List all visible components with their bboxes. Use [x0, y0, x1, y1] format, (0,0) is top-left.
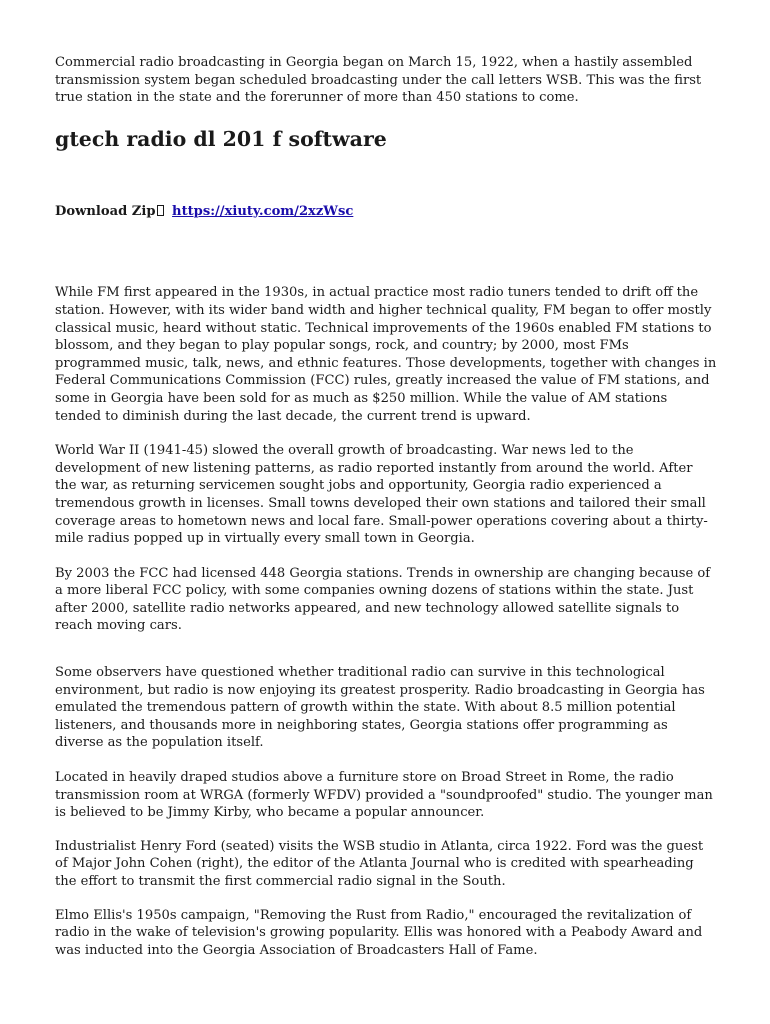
- page-title: gtech radio dl 201 f software: [55, 126, 387, 151]
- download-label: Download Zip: [55, 203, 156, 219]
- body-paragraph-ford: Industrialist Henry Ford (seated) visits the WSB studio in Atlanta, circa 1922. Ford was the guest of Major John Cohen (right), the editor of the Atlanta Journal who is credited with spearheading the effort to transmit the first commercial radio signal in the South.: [55, 838, 704, 889]
- body-paragraph-observers: Some observers have questioned whether traditional radio can survive in this technological environment, but radio is now enjoying its greatest prosperity. Radio broadcasting in Georgia has emulated the tremendous pattern of growth within the state. With about 8.5 million potential listeners, and thousands more in neighboring states, Georgia stations offer programming as diverse as the population itself.: [55, 665, 705, 751]
- download-line: [55, 203, 717, 221]
- body-paragraph-fm: While FM first appeared in the 1930s, in actual practice most radio tuners tended to drift off the station. However, with its wider band width and higher technical quality, FM began to offer mostly classical music, heard without static. Technical improvements of the 1960s enabled FM stations to blossom, and they began to play popular songs, rock, and country; by 2000, most FMs programmed music, talk, news, and ethnic features. Those developments, together with changes in Federal Communications Commission (FCC) rules, greatly increased the value of FM stations, and some in Georgia have been sold for as much as $250 million. While the value of AM stations tended to diminish during the last decade, the current trend is upward.: [55, 285, 717, 424]
- body-paragraph-wwii: World War II (1941-45) slowed the overall growth of broadcasting. War news led to the development of new listening patterns, as radio reported instantly from around the world. After the war, as returning servicemen sought jobs and opportunity, Georgia radio experienced a tremendous growth in licenses. Small towns developed their own stations and tailored their small coverage areas to hometown news and local fare. Small-power operations covering about a thirty-mile radius popped up in virtually every small town in Georgia.: [55, 443, 708, 547]
- missing-glyph-icon: [157, 205, 164, 216]
- document-page: [55, 54, 717, 959]
- download-link[interactable]: https://xiuty.com/2xzWsc: [172, 203, 354, 219]
- intro-paragraph: Commercial radio broadcasting in Georgia began on March 15, 1922, when a hastily assembled transmission system began scheduled broadcasting under the call letters WSB. This was the first true station in the state and the forerunner of more than 450 stations to come.: [55, 55, 702, 106]
- body-paragraph-wrga: Located in heavily draped studios above a furniture store on Broad Street in Rome, the radio transmission room at WRGA (formerly WFDV) provided a "soundproofed" studio. The younger man is believed to be Jimmy Kirby, who became a popular announcer.: [55, 770, 713, 821]
- body-paragraph-fcc: By 2003 the FCC had licensed 448 Georgia stations. Trends in ownership are changing because of a more liberal FCC policy, with some companies owning dozens of stations within the state. Just after 2000, satellite radio networks appeared, and new technology allowed satellite signals to reach moving cars.: [55, 565, 711, 634]
- body-paragraph-ellis: Elmo Ellis's 1950s campaign, "Removing the Rust from Radio," encouraged the revitalization of radio in the wake of television's growing popularity. Ellis was honored with a Peabody Award and was inducted into the Georgia Association of Broadcasters Hall of Fame.: [55, 907, 703, 958]
